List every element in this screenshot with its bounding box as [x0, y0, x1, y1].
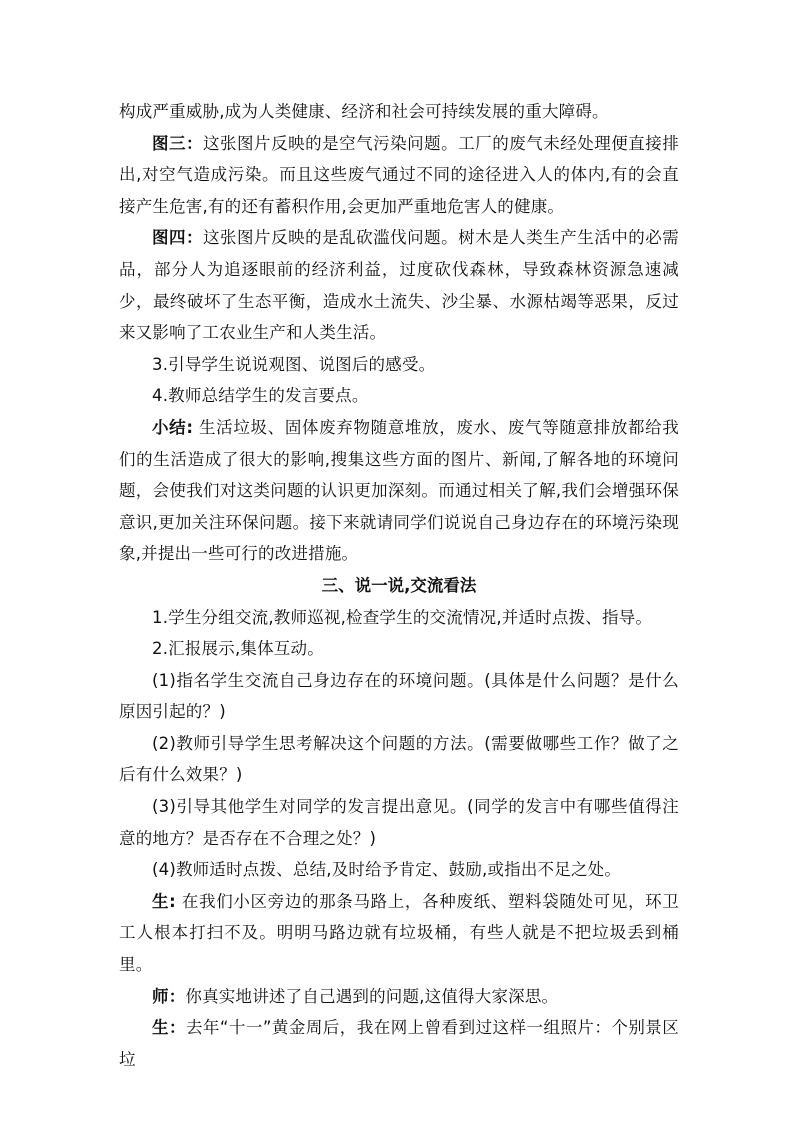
paragraph-lead: 师： [152, 986, 186, 1006]
paragraph [119, 886, 679, 981]
paragraph-text: (4)教师适时点拨、总结,及时给予肯定、鼓励,或指出不足之处。 [152, 860, 622, 880]
paragraph [119, 222, 679, 348]
paragraph [119, 665, 679, 728]
paragraph-text: 去年“十一”黄金周后，我在网上曾看到过这样一组照片：个别景区垃 [119, 1018, 679, 1069]
paragraph [119, 412, 679, 570]
section-heading: 三、说一说,交流看法 [321, 575, 477, 595]
paragraph-text: 在我们小区旁边的那条马路上，各种废纸、塑料袋随处可见，环卫工人根本打扫不及。明明马路边就有垃圾桶，有些人就是不把垃圾丢到桶里。 [119, 891, 680, 975]
paragraph-text: 这张图片反映的是乱砍滥伐问题。树木是人类生产生活中的必需品，部分人为追逐眼前的经济利益，过度砍伐森林，导致森林资源急速减少，最终破坏了生态平衡，造成水土流失、沙尘暴、水源枯竭等恶果，反过来又影响了工农业生产和人类生活。 [119, 228, 679, 343]
paragraph [119, 791, 679, 854]
paragraph-text: (2)教师引导学生思考解决这个问题的方法。(需要做哪些工作？做了之后有什么效果？) [119, 733, 679, 785]
paragraph-text: 你真实地讲述了自己遇到的问题,这值得大家深思。 [185, 986, 559, 1006]
paragraph-text: 生活垃圾、固体废弃物随意堆放，废水、废气等随意排放都给我们的生活造成了很大的影响,搜集这些方面的图片、新闻,了解各地的环境问题，会使我们对这类问题的认识更加深刻。而通过相关了解,我们会增强环保意识,更加关注环保问题。接下来就请同学们说说自己身边存在的环境污染现象,并提出一些可行的改进措施。 [119, 417, 680, 564]
paragraph-text: 4.教师总结学生的发言要点。 [152, 386, 369, 406]
paragraph-text: (3)引导其他学生对同学的发言提出意见。(同学的发言中有哪些值得注意的地方？是否存在不合理之处？) [119, 797, 679, 848]
paragraph-text: (1)指名学生交流自己身边存在的环境问题。(具体是什么问题？是什么原因引起的？) [119, 670, 679, 722]
paragraph [119, 380, 679, 412]
paragraph-text: 2.汇报展示,集体互动。 [152, 639, 324, 659]
paragraph-text: 这张图片反映的是空气污染问题。工厂的废气未经处理便直接排出,对空气造成污染。而且这些废气通过不同的途径进入人的体内,有的会直接产生危害,有的还有蓄积作用,会更加严重地危害人的健康。 [119, 133, 679, 216]
paragraph [119, 1012, 679, 1075]
document-body [119, 96, 679, 1075]
paragraph-lead: 生: [152, 891, 176, 911]
paragraph [119, 602, 679, 634]
paragraph-text: 1.学生分组交流,教师巡视,检查学生的交流情况,并适时点拨、指导。 [152, 607, 653, 627]
paragraph-lead: 图三： [152, 133, 204, 153]
paragraph-lead: 小结: [152, 417, 194, 437]
paragraph-text: 3.引导学生说说观图、说图后的感受。 [152, 354, 436, 374]
paragraph-lead: 图四： [152, 228, 204, 248]
paragraph-text: 构成严重威胁,成为人类健康、经济和社会可持续发展的重大障碍。 [119, 102, 609, 121]
paragraph [119, 981, 679, 1013]
paragraph [119, 96, 679, 128]
paragraph [119, 128, 679, 223]
paragraph [119, 349, 679, 381]
paragraph [119, 728, 679, 791]
paragraph [119, 633, 679, 665]
paragraph-lead: 生： [152, 1018, 186, 1038]
paragraph [119, 854, 679, 886]
